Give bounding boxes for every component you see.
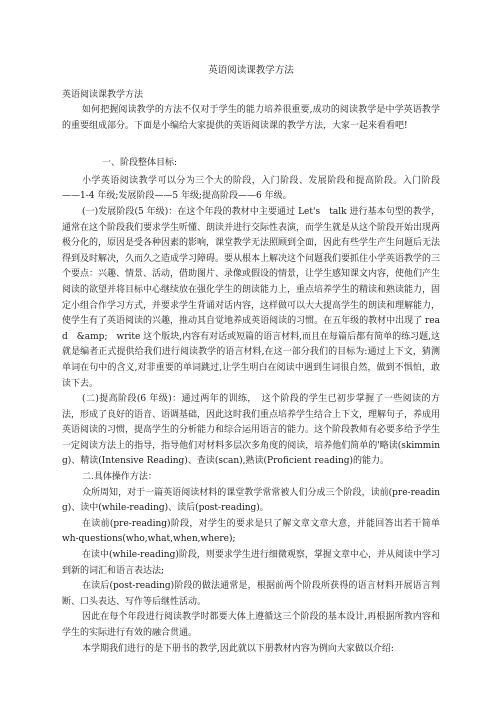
section1-heading: 一、阶段整体目标:	[102, 158, 178, 169]
post-reading-paragraph: 在读后(post-reading)阶段的做法通常是，根据前两个阶段所获得的语言材料开展语言判断、口头表达、写作等后继性活动。	[62, 581, 440, 607]
stage1-paragraph: (一)发展阶段(5 年级)：在这个年段的教材中主要通过 Let's talk 进行基本句型的教学，通常在这个阶段我们要求学生听懂、朗读并进行交际性表演，而学生就是从这个阶段开始出现两极分化的，原因是受各种因素的影响，课堂教学无法照顾到全面，因此有些学生产生问题后无法得到及时解决，久而久之造成学习障碍。要从根本上解决这个问题我们要抓住小学英语教学的三个要点：兴趣、情景、活动，借助图片、录像或假设的情景，让学生感知课文内容，使他们产生阅读的欲望并将目标中心继续放在强化学生的朗读能力上，重点培养学生的精读和熟读能力，固定小组合作学习方式，并要求学生背诵对话内容，这样做可以大大提高学生的朗读和理解能力，使学生有了英语阅读的兴趣，推动其自觉地养成英语阅读的习惯。在五年级的教材中出现了 read &amp; write 这个版块,内容有对话或短篇的语言材料,而且在每篇后都有简单的练习题,这就是编者正式提供给我们进行阅读教学的语言材料,在这一部分我们的目标为:通过上下文，猜测单词在句中的含义,对非重要的单词跳过,让学生明白在阅读中遇到生词很自然，做到不惧怕，敢读下去。	[62, 206, 441, 389]
conclusion-paragraph-1: 因此在每个年段进行阅读教学时都要大体上遵循这三个阶段的基本设计,再根据所教内容和学生的实际进行有效的融合贯通。	[62, 612, 440, 638]
document-subtitle: 英语阅读课教学方法	[62, 90, 144, 100]
section2-heading: 二.具体操作方法：	[82, 472, 157, 483]
document-title: 英语阅读课教学方法	[208, 65, 294, 76]
method-intro-paragraph: 众所周知，对于一篇英语阅读材料的课堂教学常常被人们分成三个阶段，读前(pre-reading)、读中(while-reading)、读后(post-reading)。	[62, 487, 440, 514]
intro-paragraph: 如何把握阅读教学的方法不仅对于学生的能力培养很重要,成功的阅读教学是中学英语教学的重要组成部分。下面是小编给大家提供的英语阅读课的教学方法，大家一起来看看吧!	[62, 105, 440, 131]
stage2-paragraph: (二)提高阶段(6 年级)：通过两年的训练， 这个阶段的学生已初步掌握了一些阅读的方法，形成了良好的语音、语调基础，因此这时我们重点培养学生结合上下文，理解句子，养成用英语阅读的习惯，提高学生的分析能力和综合运用语言的能力。这个阶段教师有必要多给予学生一定阅读方法上的指导，指导他们对材料多层次多角度的阅读，培养他们简单的'略读(skimming)、精读(Intensive Reading)、查读(scan),熟读(Proficient reading)的能力。	[62, 394, 441, 467]
pre-reading-paragraph: 在读前(pre-reading)阶段，对学生的要求是只了解文章文章大意，并能回答出若干简单 wh-questions(who,what,when,where);	[62, 518, 440, 545]
while-reading-paragraph: 在读中(while-reading)阶段，则要求学生进行细微观察，掌握文章中心，并从阅读中学习到新的词汇和语言表达法;	[62, 550, 440, 576]
section1-overview-paragraph: 小学英语阅读教学可以分为三个大的阶段，入门阶段、发展阶段和提高阶段。入门阶段——1-4 年级;发展阶段——5 年级;提高阶段——6 年级。	[62, 175, 440, 202]
conclusion-paragraph-2: 本学期我们进行的是下册书的教学,因此就以下册教材内容为例向大家做以介绍:	[82, 643, 394, 654]
